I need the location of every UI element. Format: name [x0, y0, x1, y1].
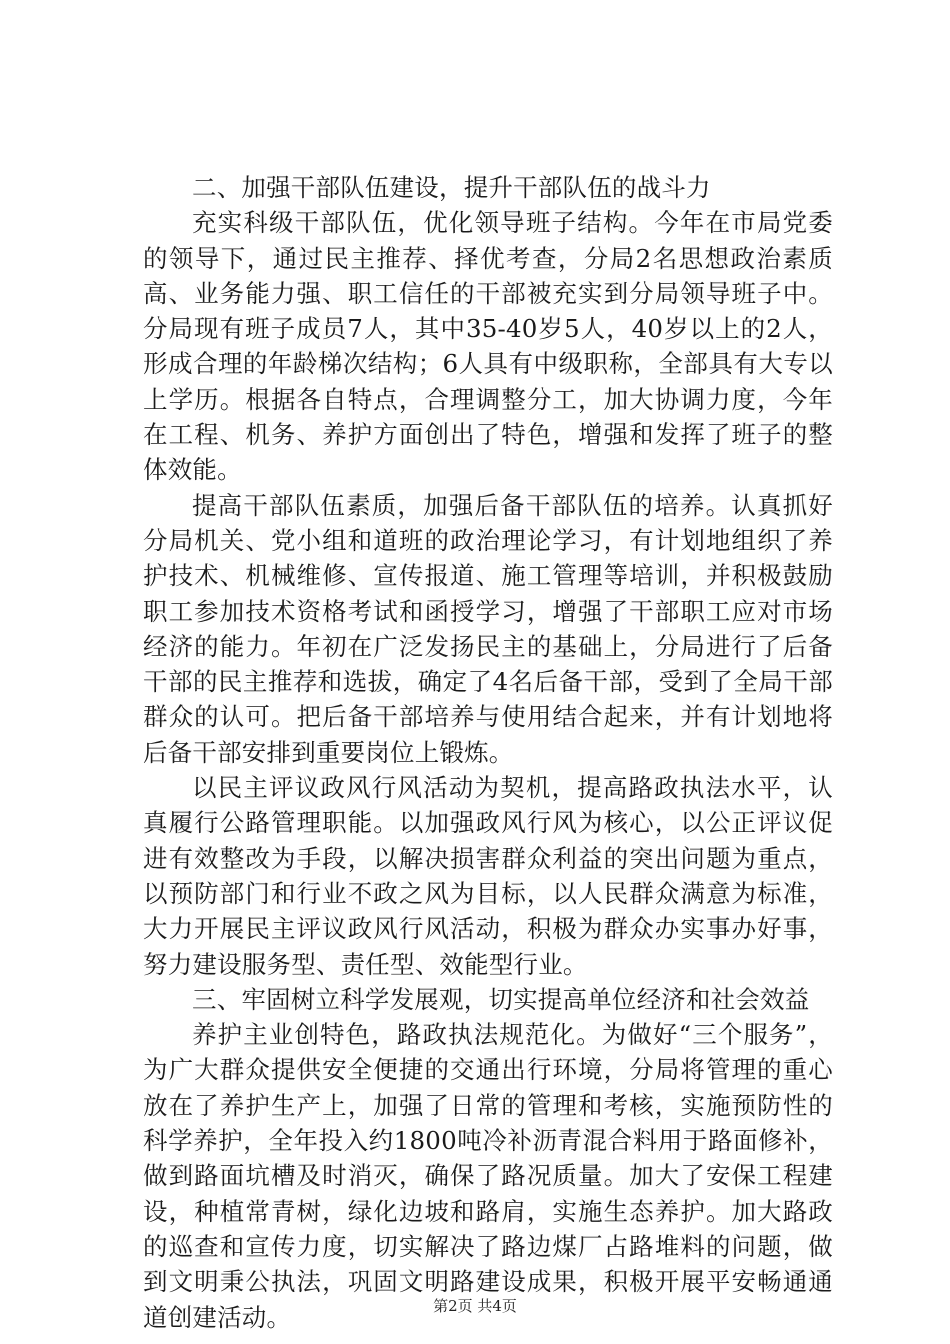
paragraph-road-maintenance: 养护主业创特色，路政执法规范化。为做好“三个服务”，为广大群众提供安全便捷的交通出行环境，分局将管理的重心放在了养护生产上，加强了日常的管理和考核，实施预防性的科学养护，全年投入约1800吨冷补沥青混合料用于路面修补，做到路面坑槽及时消灭，确保了路况质量。加大了安保工程建设，种植常青树，绿化边坡和路肩，实施生态养护。加大路政的巡查和宣传力度，切实解决了路边煤厂占路堆料的问题，做到文明秉公执法，巩固文明路建设成果，积极开展平安畅通通道创建活动。	[143, 1020, 833, 1332]
document-body	[143, 170, 833, 1335]
paragraph-leadership-structure: 充实科级干部队伍，优化领导班子结构。今年在市局党委的领导下，通过民主推荐、择优考查，分局2名思想政治素质高、业务能力强、职工信任的干部被充实到分局领导班子中。分局现有班子成员7人，其中35-40岁5人，40岁以上的2人，形成合理的年龄梯次结构；6人具有中级职称，全部具有大专以上学历。根据各自特点，合理调整分工，加大协调力度，今年在工程、机务、养护方面创出了特色，增强和发挥了班子的整体效能。	[143, 208, 833, 485]
section-heading-cadre-building: 二、加强干部队伍建设，提升干部队伍的战斗力	[192, 173, 711, 202]
paragraph-reserve-cadre-training: 提高干部队伍素质，加强后备干部队伍的培养。认真抓好分局机关、党小组和道班的政治理论学习，有计划地组织了养护技术、机械维修、宣传报道、施工管理等培训，并积极鼓励职工参加技术资格考试和函授学习，增强了干部职工应对市场经济的能力。年初在广泛发扬民主的基础上，分局进行了后备干部的民主推荐和选拔，确定了4名后备干部，受到了全局干部群众的认可。把后备干部培养与使用结合起来，并有计划地将后备干部安排到重要岗位上锻炼。	[143, 490, 833, 767]
section-heading-scientific-development: 三、牢固树立科学发展观，切实提高单位经济和社会效益	[192, 984, 810, 1014]
page-number-footer: 第2页 共4页	[433, 1297, 517, 1315]
paragraph-democratic-appraisal: 以民主评议政风行风活动为契机，提高路政执法水平，认真履行公路管理职能。以加强政风行风为核心，以公正评议促进有效整改为手段，以解决损害群众利益的突出问题为重点，以预防部门和行业不政之风为目标，以人民群众满意为标准，大力开展民主评议政风行风活动，积极为群众办实事办好事，努力建设服务型、责任型、效能型行业。	[143, 773, 833, 979]
